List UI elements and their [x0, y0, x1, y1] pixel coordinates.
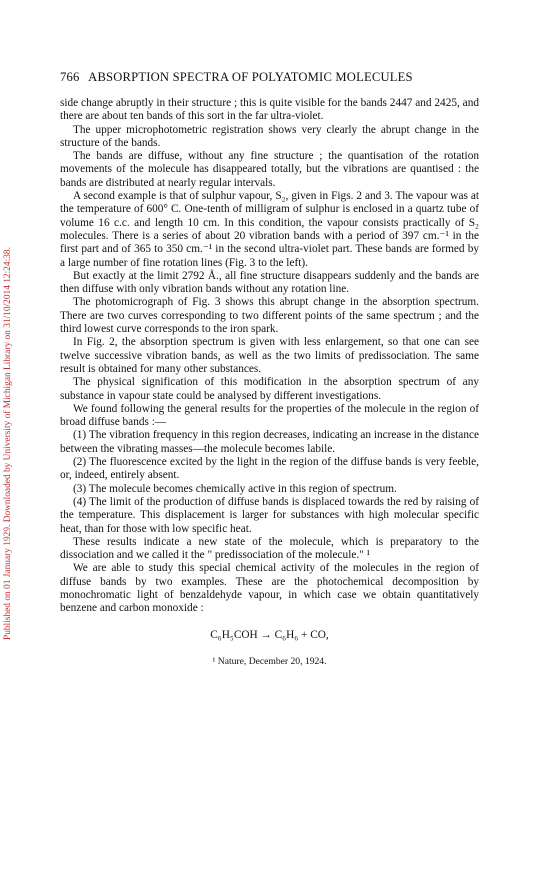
- list-item: (3) The molecule becomes chemically active in this region of spectrum.: [73, 482, 397, 495]
- watermark-text: Published on 01 January 1929. Downloaded by University of Michigan Library on 31/10/2014 12:24:38.: [3, 247, 13, 640]
- chemical-equation: C₆H₅COH → C₆H₆ + CO,: [210, 628, 329, 641]
- running-title: ABSORPTION SPECTRA OF POLYATOMIC MOLECULES: [88, 70, 413, 84]
- paragraph: These results indicate a new state of the molecule, which is preparatory to the dissociation and we called it the " predissociation of the molecule." ¹: [60, 535, 479, 562]
- paragraph: In Fig. 2, the absorption spectrum is given with less enlargement, so that one can see twelve successive vibration bands, as well as the two limits of predissociation. The same result is obtained for many other substances.: [60, 336, 479, 375]
- list-item: (2) The fluorescence excited by the light in the region of the diffuse bands is very feeble, or, indeed, entirely absent.: [60, 456, 479, 482]
- journal-page: [60, 70, 479, 667]
- paragraph: We found following the general results for the properties of the molecule in the region of broad diffuse bands :—: [60, 402, 479, 429]
- paragraph: The bands are diffuse, without any fine structure ; the quantisation of the rotation movements of the molecule has disappeared totally, but the vibrations are quantised : the bands are distributed at nearly regular intervals.: [60, 150, 479, 189]
- page-number: 766: [60, 70, 80, 84]
- paragraph: But exactly at the limit 2792 Å., all fine structure disappears suddenly and the bands are then diffuse with only vibration bands without any rotation line.: [60, 269, 479, 296]
- paragraph: The photomicrograph of Fig. 3 shows this abrupt change in the absorption spectrum. There are two curves corresponding to two different points of the same spectrum ; and the third lowest curve corresponds to the iron spark.: [60, 296, 479, 336]
- paragraph: The upper microphotometric registration shows very clearly the abrupt change in the structure of the bands.: [60, 123, 479, 149]
- article-body: [60, 97, 479, 616]
- paragraph: side change abruptly in their structure ; this is quite visible for the bands 2447 and 2425, and there are about ten bands of this sort in the far ultra-violet.: [60, 97, 479, 123]
- list-item: (1) The vibration frequency in this region decreases, indicating an increase in the distance between the vibrating masses—the molecule becomes labile.: [60, 429, 479, 455]
- footnote: ¹ Nature, December 20, 1924.: [212, 655, 327, 667]
- list-item: (4) The limit of the production of diffuse bands is displaced towards the red by raising of the temperature. This displacement is larger for substances with high molecular specific heat, than for those with low specific heat.: [60, 495, 479, 535]
- paragraph: The physical signification of this modification in the absorption spectrum of any substance in vapour state could be analysed by different investigations.: [60, 376, 479, 402]
- download-watermark: [2, 40, 16, 640]
- paragraph: We are able to study this special chemical activity of the molecules in the region of diffuse bands by two examples. These are the photochemical decomposition by monochromatic light of benzaldehyde vapour, in which case we obtain quantitatively benzene and carbon monoxide :: [60, 562, 479, 615]
- page-header: [60, 70, 479, 85]
- paragraph: A second example is that of sulphur vapour, S₂, given in Figs. 2 and 3. The vapour was at the temperature of 600° C. One-tenth of milligram of sulphur is enclosed in a quartz tube of volume 16 c.c. and length 10 cm. In this condition, the vapour consists practically of S₂ molecules. There is a series of about 20 vibration bands with a period of 397 cm.⁻¹ in the first part and of 365 to 350 cm.⁻¹ in the second ultra-violet part. These bands are formed by a large number of fine rotation lines (Fig. 3 to the left).: [60, 190, 479, 269]
